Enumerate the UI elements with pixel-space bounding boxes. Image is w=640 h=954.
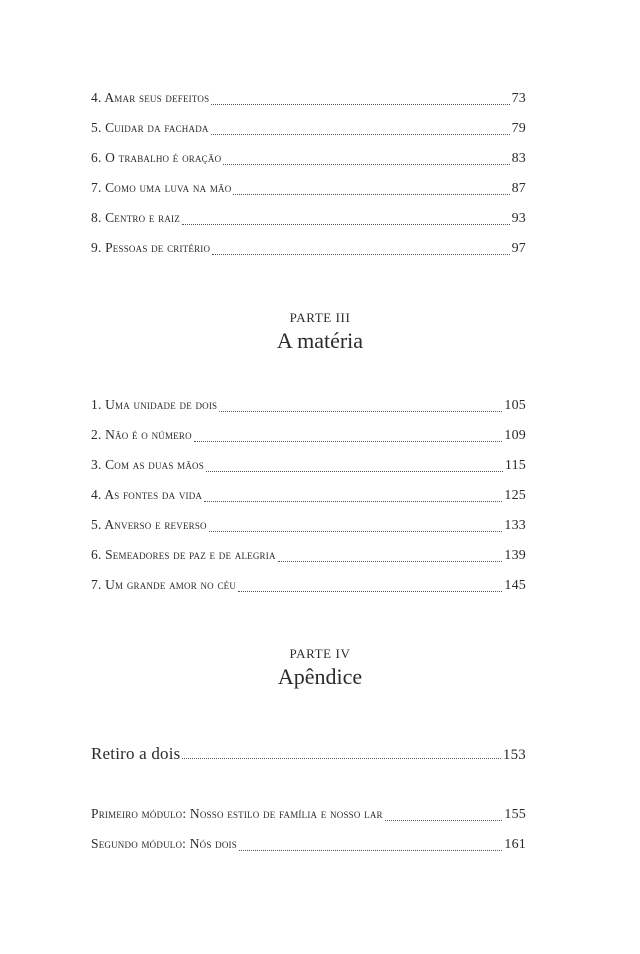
- toc-entry-label: Retiro a dois: [91, 744, 181, 763]
- dot-leader: [194, 440, 503, 442]
- dot-leader: [239, 849, 502, 851]
- dot-leader: [204, 500, 502, 502]
- part-heading: [0, 646, 640, 690]
- toc-entry-label: 6. O trabalho é oração: [91, 150, 222, 165]
- toc-entry-page: 133: [504, 518, 526, 533]
- toc-entry-page: 125: [504, 488, 526, 503]
- dot-leader: [182, 223, 510, 225]
- toc-entry-label: 7. Como uma luva na mão: [91, 180, 232, 195]
- toc-entry-page: 155: [504, 807, 526, 822]
- dot-leader: [238, 590, 502, 592]
- toc-entry[interactable]: [91, 150, 526, 170]
- toc-entry[interactable]: [91, 457, 526, 477]
- toc-entry[interactable]: [91, 487, 526, 507]
- toc-entry-page: 93: [511, 211, 526, 226]
- toc-entry[interactable]: [91, 806, 526, 826]
- toc-entry-page: 79: [511, 121, 526, 136]
- toc-entry-label: 4. As fontes da vida: [91, 487, 203, 502]
- dot-leader: [206, 470, 503, 472]
- part-label: PARTE IV: [289, 646, 351, 661]
- toc-entry[interactable]: [91, 180, 526, 200]
- part-heading: [0, 310, 640, 354]
- toc-entry[interactable]: [91, 836, 526, 856]
- toc-entry-page: 73: [511, 91, 526, 106]
- toc-entry-page: 87: [511, 181, 526, 196]
- toc-entry-page: 115: [504, 458, 526, 473]
- dot-leader: [219, 410, 502, 412]
- toc-entry-label: Primeiro módulo: Nosso estilo de família e nosso lar: [91, 806, 383, 821]
- toc-entry[interactable]: [91, 744, 526, 764]
- toc-entry-label: 9. Pessoas de critério: [91, 240, 211, 255]
- toc-entry-label: 5. Anverso e reverso: [91, 517, 207, 532]
- toc-entry-page: 105: [504, 398, 526, 413]
- toc-entry-label: 7. Um grande amor no céu: [91, 577, 237, 592]
- dot-leader: [233, 193, 509, 195]
- toc-entry-label: 6. Semeadores de paz e de alegria: [91, 547, 276, 562]
- toc-entry[interactable]: [91, 240, 526, 260]
- toc-entry-page: 109: [504, 428, 526, 443]
- toc-entry-label: 2. Não é o número: [91, 427, 192, 442]
- toc-entry-label: 1. Uma unidade de dois: [91, 397, 218, 412]
- toc-entry-label: 8. Centro e raiz: [91, 210, 180, 225]
- part-title: Apêndice: [277, 664, 363, 689]
- toc-entry-page: 97: [511, 241, 526, 256]
- toc-entry-page: 145: [504, 578, 526, 593]
- dot-leader: [385, 819, 503, 821]
- toc-entry[interactable]: [91, 397, 526, 417]
- dot-leader: [278, 560, 503, 562]
- toc-entry[interactable]: [91, 120, 526, 140]
- toc-entry-label: Segundo módulo: Nós dois: [91, 836, 237, 851]
- toc-entry-page: 139: [504, 548, 526, 563]
- dot-leader: [182, 757, 500, 759]
- part-title: A matéria: [276, 328, 364, 353]
- toc-entry-page: 161: [504, 837, 526, 852]
- dot-leader: [211, 103, 509, 105]
- toc-entry-page: 83: [511, 151, 526, 166]
- toc-entry-label: 3. Com as duas mãos: [91, 457, 204, 472]
- toc-entry[interactable]: [91, 517, 526, 537]
- dot-leader: [209, 530, 503, 532]
- toc-entry-label: 5. Cuidar da fachada: [91, 120, 209, 135]
- dot-leader: [223, 163, 509, 165]
- dot-leader: [211, 133, 510, 135]
- toc-entry[interactable]: [91, 427, 526, 447]
- toc-entry[interactable]: [91, 210, 526, 230]
- dot-leader: [212, 253, 509, 255]
- toc-entry-page: 153: [502, 747, 526, 763]
- toc-entry-label: 4. Amar seus defeitos: [91, 90, 210, 105]
- toc-entry[interactable]: [91, 90, 526, 110]
- toc-entry[interactable]: [91, 547, 526, 567]
- toc-entry[interactable]: [91, 577, 526, 597]
- part-label: PARTE III: [289, 310, 351, 325]
